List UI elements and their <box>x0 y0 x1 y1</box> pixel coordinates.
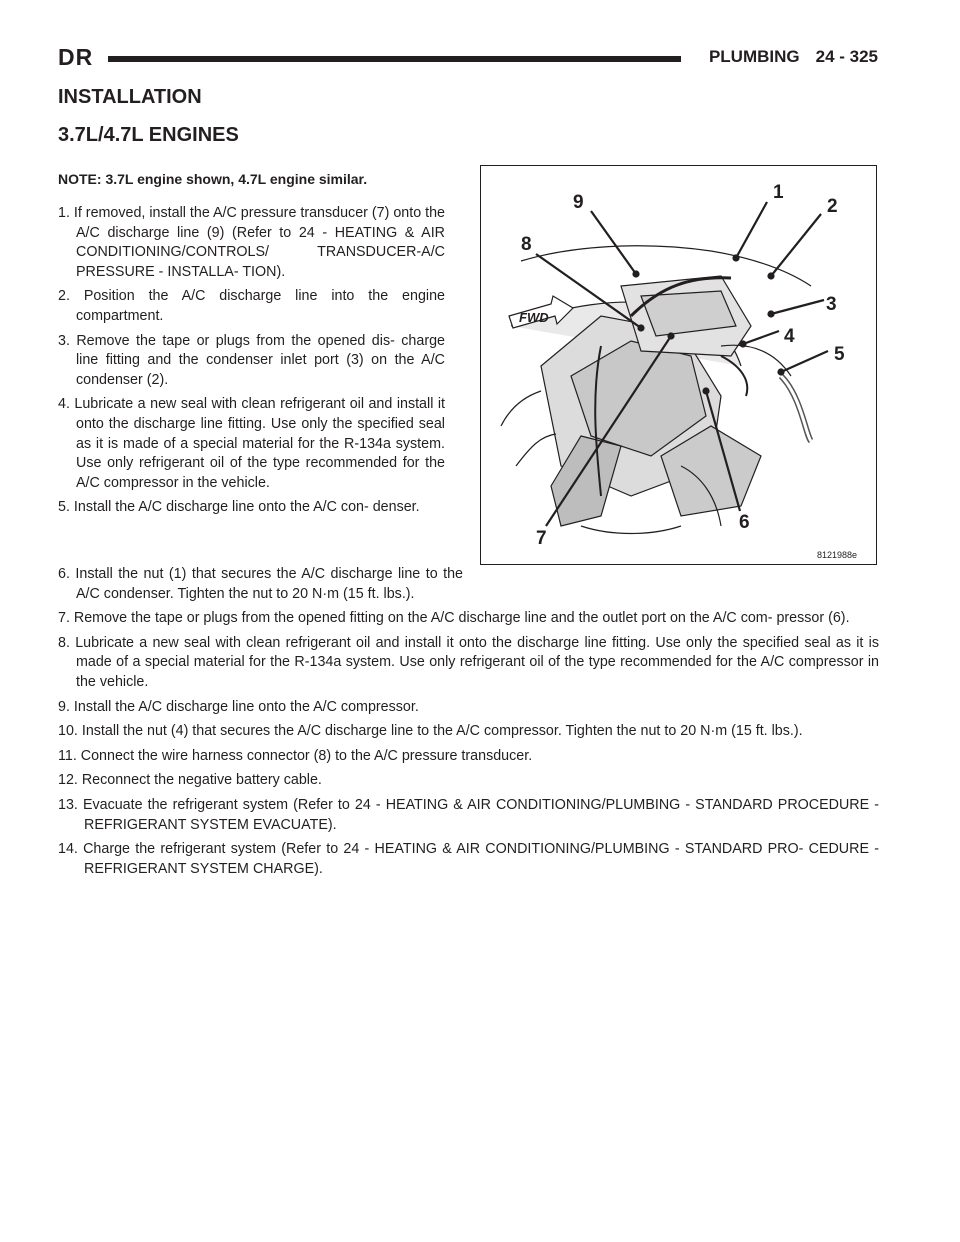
callout-2: 2 <box>827 196 838 217</box>
callout-1: 1 <box>773 182 784 203</box>
note: NOTE: 3.7L engine shown, 4.7L engine similar. <box>58 171 368 187</box>
step-2: 2. Position the A/C discharge line into the engine compartment. <box>58 288 445 324</box>
step-11: 11. Connect the wire harness connector (8) to the A/C pressure transducer. <box>58 747 533 764</box>
step-5: 5. Install the A/C discharge line onto the A/C con- denser. <box>58 499 420 516</box>
step-14: 14. Charge the refrigerant system (Refer to 24 - HEATING & AIR CONDITIONING/PLUMBING - STANDARD PRO- CEDURE - REFRIGERANT SYSTEM CHARGE). <box>58 841 879 877</box>
step-13: 13. Evacuate the refrigerant system (Refer to 24 - HEATING & AIR CONDITIONING/PLUMBING - STANDARD PROCEDURE - REFRIGERANT SYSTEM EVACUATE). <box>58 796 879 833</box>
callout-4: 4 <box>784 326 795 347</box>
fwd-label: FWD <box>519 310 549 325</box>
section-title: INSTALLATION <box>58 86 202 108</box>
callout-3: 3 <box>826 294 837 315</box>
callout-6: 6 <box>739 512 750 533</box>
header-rule <box>108 56 681 62</box>
engine-drawing <box>501 246 811 534</box>
step-6: 6. Install the nut (1) that secures the A/C discharge line to the A/C condenser. Tighten the nut to 20 N·m (15 ft. lbs.). <box>58 566 463 602</box>
callout-9: 9 <box>573 192 584 213</box>
page-header <box>58 44 878 74</box>
steps-list-narrow <box>58 204 445 523</box>
callout-8: 8 <box>521 234 532 255</box>
engine-figure <box>480 165 877 565</box>
header-right <box>709 47 878 67</box>
step-4: 4. Lubricate a new seal with clean refrigerant oil and install it onto the discharge line fitting. Use only the specified seal as it is made of a special material for the R-134a system. Use only refrigerant oil of the type recommended for the A/C compressor in the vehicle. <box>58 396 445 491</box>
section-subtitle: 3.7L/4.7L ENGINES <box>58 124 239 146</box>
steps-list-wide <box>58 565 879 884</box>
step-10: 10. Install the nut (4) that secures the A/C discharge line to the A/C compressor. Tighten the nut to 20 N·m (15 ft. lbs.). <box>58 723 803 740</box>
step-1: 1. If removed, install the A/C pressure transducer (7) onto the A/C discharge line (9) (Refer to 24 - HEATING & AIR CONDITIONING/CONTROLS/ TRANSDUCER-A/C PRESSURE - INSTALLA- TION). <box>58 205 446 280</box>
step-12: 12. Reconnect the negative battery cable. <box>58 772 322 789</box>
step-3: 3. Remove the tape or plugs from the opened dis- charge line fitting and the condenser inlet port (3) on the A/C condenser (2). <box>58 332 445 388</box>
step-9: 9. Install the A/C discharge line onto the A/C compressor. <box>58 698 419 715</box>
figure-id: 8121988e <box>817 550 858 560</box>
engine-illustration <box>481 166 876 564</box>
step-8: 8. Lubricate a new seal with clean refrigerant oil and install it onto the discharge line fitting. Use only the specified seal as it is made of a special material for the R-134a system. Use only refrigerant oil of the type recommended for the A/C compressor in the vehicle. <box>58 634 879 690</box>
header-section: PLUMBING <box>708 47 800 66</box>
header-page-number: 24 - 325 <box>815 47 878 66</box>
header-model: DR <box>58 44 94 70</box>
step-7: 7. Remove the tape or plugs from the opened fitting on the A/C discharge line and the outlet port on the A/C com- pressor (6). <box>58 610 850 627</box>
callout-7: 7 <box>536 528 547 549</box>
callout-5: 5 <box>834 344 845 365</box>
